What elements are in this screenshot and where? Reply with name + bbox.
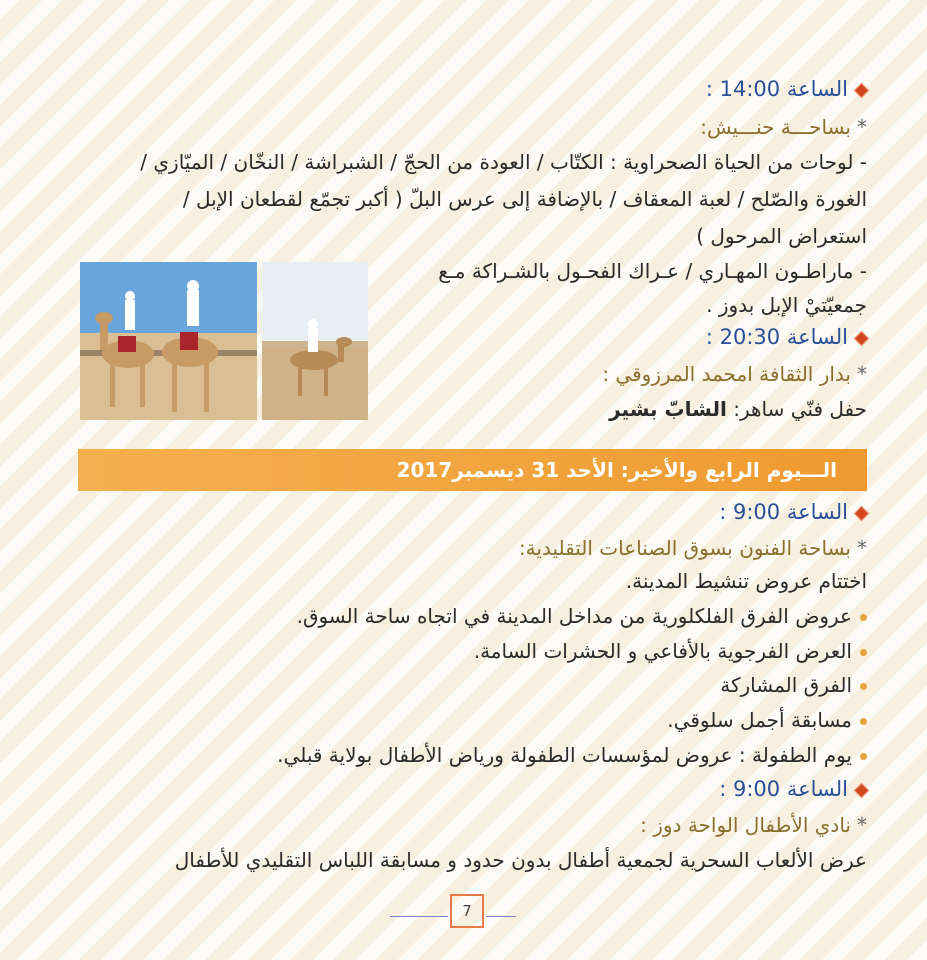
diamond-bullet-icon [854,782,870,798]
diamond-bullet-icon [854,330,870,346]
dot-bullet-icon [860,718,867,725]
body-text: - لوحات من الحياة الصحراوية : الكتّاب / العودة من الحجّ / الشبراشة / النخّان / الميّازي / [140,150,867,174]
diamond-bullet-icon [854,505,870,521]
dot-bullet-icon [860,614,867,621]
body-text: عرض الألعاب السحرية لجمعية أطفال بدون حدود و مسابقة اللباس التقليدي للأطفال [174,848,867,872]
time-heading: الساعة 9:00 : [719,774,867,804]
time-heading: الساعة 20:30 : [706,322,867,352]
page-number: 7 [450,894,484,928]
body-text: - ماراطـون المهـاري / عـراك الفحـول بالشـراكة مـع [438,259,867,283]
list-item: يوم الطفولة : عروض لمؤسسات الطفولة ورياض الأطفال بولاية قبلي. [277,740,867,770]
footer-divider [486,916,516,917]
time-heading: الساعة 14:00 : [706,74,867,104]
dot-bullet-icon [860,649,867,656]
list-item: مسابقة أجمل سلوقي. [667,705,867,735]
camel-riders-photo [80,262,257,420]
list-item: العرض الفرجوية بالأفاعي و الحشرات السامة. [474,636,867,666]
list-item: الفرق المشاركة [720,670,867,700]
body-text: الغورة والصّلح / لعبة المعقاف / بالإضافة إلى عرس البلّ ( أكبر تجمّع لقطعان الإبل / [182,187,867,211]
body-text: جمعيّتيْ الإبل بدوز . [706,293,867,317]
dot-bullet-icon [860,683,867,690]
diamond-bullet-icon [854,82,870,98]
list-item: عروض الفرق الفلكلورية من مداخل المدينة في اتجاه ساحة السوق. [297,601,867,631]
camel-race-photo [262,262,368,420]
dot-bullet-icon [860,753,867,760]
body-text: حفل فنّي ساهر: الشابّ بشير [609,397,867,421]
body-text: اختتام عروض تنشيط المدينة. [625,569,867,593]
time-heading: الساعة 9:00 : [719,497,867,527]
venue-heading: *بدار الثقافة امحمد المرزوقي : [602,362,867,386]
venue-heading: *بساحـــة حنـــيش: [700,115,867,139]
body-text: استعراض المرحول ) [696,224,867,248]
footer-divider [390,916,448,917]
venue-heading: *نادي الأطفال الواحة دوز : [640,813,867,837]
venue-heading: *بساحة الفنون بسوق الصناعات التقليدية: [518,536,867,560]
day-banner: الـــيوم الرابع والأخير: الأحد 31 ديسمبر2017 [78,449,867,491]
